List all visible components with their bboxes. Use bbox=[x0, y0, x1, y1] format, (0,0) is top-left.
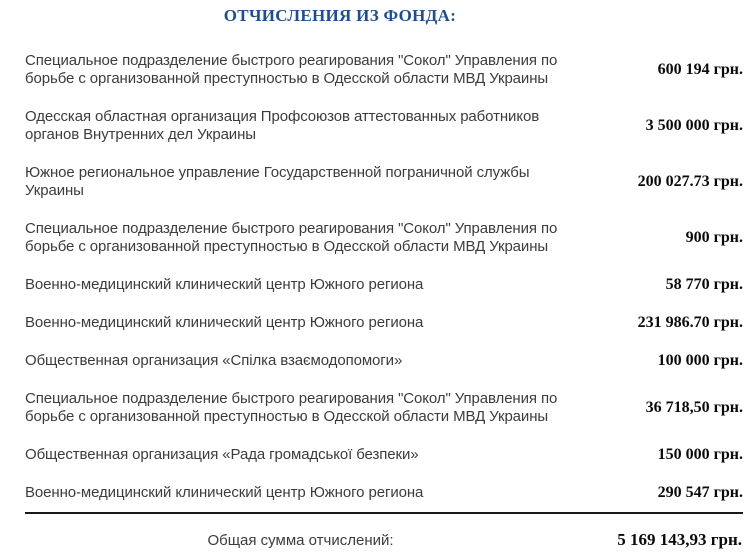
page-title: ОТЧИСЛЕНИЯ ИЗ ФОНДА: bbox=[223, 6, 457, 25]
organization-amount: 150 000 грн. bbox=[657, 446, 743, 463]
table-row bbox=[25, 210, 743, 266]
table-row bbox=[25, 98, 743, 154]
organization-name: Специальное подразделение быстрого реагирования "Сокол" Управления по борьбе с организованной преступностью в Одесской области МВД Украины bbox=[25, 220, 558, 255]
table-row bbox=[25, 304, 743, 342]
organization-amount: 3 500 000 грн. bbox=[645, 117, 743, 134]
table-row bbox=[25, 342, 743, 380]
organization-amount: 600 194 грн. bbox=[657, 61, 743, 78]
organization-name: Военно-медицинский клинический центр Южного региона bbox=[25, 484, 424, 501]
table-row bbox=[25, 436, 743, 474]
table-row bbox=[25, 380, 743, 436]
organization-amount: 100 000 грн. bbox=[657, 352, 743, 369]
organization-name: Специальное подразделение быстрого реагирования "Сокол" Управления по борьбе с организованной преступностью в Одесской области МВД Украины bbox=[25, 52, 558, 87]
organization-name: Специальное подразделение быстрого реагирования "Сокол" Управления по борьбе с организованной преступностью в Одесской области МВД Украины bbox=[25, 390, 558, 425]
organization-name: Одесская областная организация Профсоюзов аттестованных работников органов Внутренних дел Украины bbox=[25, 108, 540, 143]
organization-name: Общественная организация «Рада громадської безпеки» bbox=[25, 446, 419, 463]
organization-name: Военно-медицинский клинический центр Южного региона bbox=[25, 276, 424, 293]
table-row bbox=[25, 266, 743, 304]
deductions-table-body bbox=[25, 42, 743, 513]
organization-amount: 58 770 грн. bbox=[665, 276, 743, 293]
organization-amount: 231 986.70 грн. bbox=[637, 314, 743, 331]
deductions-table bbox=[25, 42, 743, 551]
total-label: Общая сумма отчислений: bbox=[25, 513, 603, 551]
organization-name: Южное региональное управление Государственной пограничной службы Украины bbox=[25, 164, 530, 199]
organization-name: Военно-медицинский клинический центр Южного региона bbox=[25, 314, 424, 331]
organization-amount: 200 027.73 грн. bbox=[637, 173, 743, 190]
deductions-table-footer bbox=[25, 513, 743, 551]
total-row bbox=[25, 513, 743, 551]
table-row bbox=[25, 474, 743, 513]
table-row bbox=[25, 42, 743, 98]
total-amount: 5 169 143,93 грн. bbox=[603, 513, 743, 551]
organization-amount: 900 грн. bbox=[685, 229, 743, 246]
organization-amount: 36 718,50 грн. bbox=[645, 399, 743, 416]
table-row bbox=[25, 154, 743, 210]
organization-name: Общественная организация «Спілка взаємодопомоги» bbox=[25, 352, 403, 369]
organization-amount: 290 547 грн. bbox=[657, 484, 743, 501]
